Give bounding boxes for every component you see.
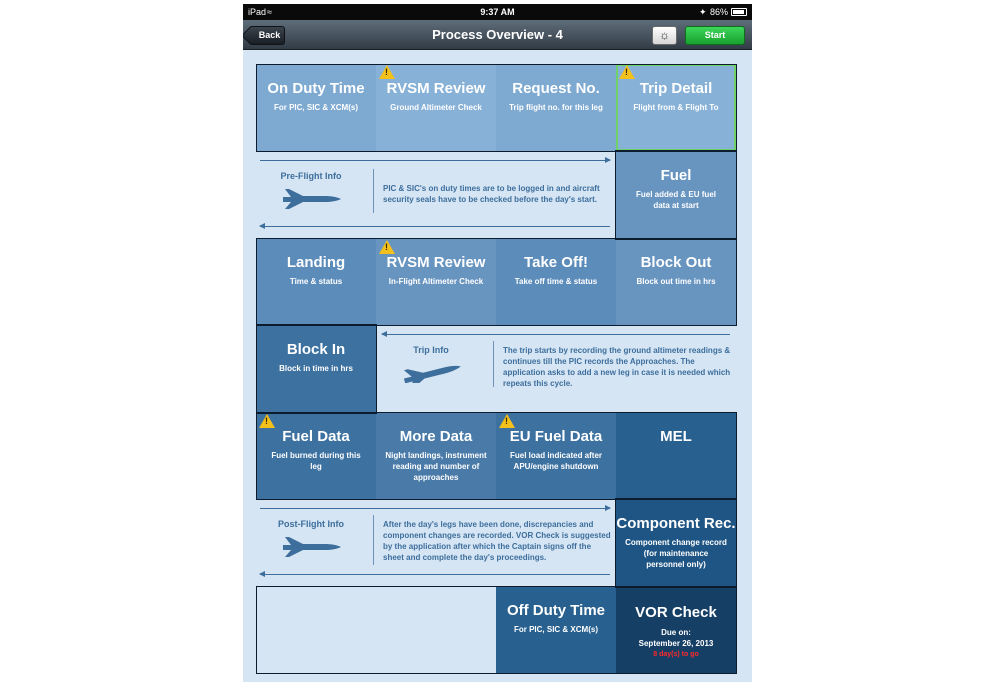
card-subtitle: Take off time & status <box>514 277 598 286</box>
band-heading: Trip Info <box>413 345 449 355</box>
card-subtitle: Component change record (for maintenance personnel only) <box>625 538 727 569</box>
card-subtitle: Trip flight no. for this leg <box>509 103 603 112</box>
card-subtitle: Block in time in hrs <box>279 364 353 373</box>
airplane-icon <box>401 359 467 383</box>
component-rec-card[interactable] <box>616 499 736 586</box>
card-subtitle: For PIC, SIC & XCM(s) <box>513 625 598 634</box>
card-title: On Duty Time <box>267 80 365 97</box>
card-subtitle: Time & status <box>289 277 343 286</box>
brightness-button[interactable] <box>652 26 677 45</box>
warning-icon <box>379 65 395 79</box>
more-data-card[interactable] <box>376 412 496 499</box>
off-duty-time-card[interactable] <box>496 586 616 673</box>
card-subtitle: Flight from & Flight To <box>633 103 719 112</box>
process-overview <box>243 51 752 682</box>
battery-percent: 86% <box>710 7 729 17</box>
card-title: Take Off! <box>524 254 588 271</box>
navigation-bar <box>243 20 752 50</box>
arrow-left-icon <box>260 574 610 575</box>
airplane-icon <box>281 185 347 209</box>
card-title: Fuel <box>660 167 692 184</box>
device-label: iPad <box>248 7 267 17</box>
band-text: After the day's legs have been done, discrepancies and component changes are recorded. VOR Check is suggested by the application after which the Captain signs off the sheet and complete the day's proceedings. <box>383 520 611 562</box>
vor-check-card[interactable] <box>616 586 736 673</box>
card-subtitle: For PIC, SIC & XCM(s) <box>273 103 358 112</box>
card-subtitle: Fuel load indicated after APU/engine shutdown <box>510 451 603 471</box>
due-label: Due on: <box>661 628 691 637</box>
arrow-right-icon <box>260 160 610 161</box>
bluetooth-icon: ✦ <box>699 7 707 17</box>
arrow-right-icon <box>260 508 610 509</box>
band-text: The trip starts by recording the ground altimeter readings & continues till the PIC records the Approaches. The application asks to add a new leg in case it is needed which repeats this cycle. <box>503 346 731 388</box>
arrow-left-icon <box>260 226 610 227</box>
block-out-card[interactable] <box>616 238 736 325</box>
warning-icon <box>379 240 395 254</box>
card-title: More Data <box>399 428 473 445</box>
warning-icon <box>259 414 275 428</box>
card-subtitle: Block out time in hrs <box>636 277 716 286</box>
card-title: Fuel Data <box>282 428 350 445</box>
card-subtitle: Fuel burned during this leg <box>271 451 361 471</box>
back-button-label: Back <box>258 30 281 40</box>
block-in-card[interactable] <box>256 325 376 412</box>
warning-icon <box>499 414 515 428</box>
battery-icon <box>731 8 747 16</box>
fuel-card[interactable] <box>616 151 736 238</box>
card-title: VOR Check <box>635 604 717 621</box>
status-time: 9:37 AM <box>480 7 515 17</box>
airplane-icon <box>281 533 347 557</box>
landing-card[interactable] <box>256 238 376 325</box>
band-text: PIC & SIC's on duty times are to be logged in and aircraft security seals have to be checked before the day's start. <box>383 184 600 204</box>
ipad-screen <box>243 4 752 682</box>
card-subtitle: Night landings, instrument reading and number of approaches <box>385 451 487 482</box>
divider <box>373 169 374 213</box>
request-no-card[interactable] <box>496 64 616 151</box>
card-title: Off Duty Time <box>506 602 606 619</box>
card-title: Request No. <box>512 80 600 97</box>
take-off-card[interactable] <box>496 238 616 325</box>
divider <box>373 515 374 565</box>
card-title: RVSM Review <box>386 254 486 271</box>
band-heading: Post-Flight Info <box>278 519 344 529</box>
pre-flight-info-band <box>256 151 616 238</box>
card-title: Component Rec. <box>616 515 736 532</box>
page-title: Process Overview - 4 <box>432 27 563 42</box>
mel-card[interactable] <box>616 412 736 499</box>
card-title: Trip Detail <box>639 80 713 97</box>
brightness-icon: ☼ <box>659 28 670 42</box>
post-flight-info-band <box>256 499 616 586</box>
start-button[interactable]: Start <box>685 26 745 45</box>
warning-icon <box>619 65 635 79</box>
trip-info-band <box>376 325 736 412</box>
arrow-left-icon <box>382 334 730 335</box>
card-title: Block Out <box>640 254 712 271</box>
card-title: RVSM Review <box>386 80 486 97</box>
card-title: Block In <box>286 341 346 358</box>
band-heading: Pre-Flight Info <box>280 171 342 181</box>
due-date: September 26, 2013 <box>638 639 714 648</box>
wifi-icon: ≈ <box>267 7 272 17</box>
divider <box>493 341 494 387</box>
days-remaining: 8 day(s) to go <box>653 651 699 658</box>
card-title: Landing <box>286 254 346 271</box>
card-title: EU Fuel Data <box>509 428 603 445</box>
card-subtitle: Ground Altimeter Check <box>390 103 482 112</box>
card-title: MEL <box>660 428 692 445</box>
card-subtitle: Fuel added & EU fuel data at start <box>635 190 716 210</box>
status-bar <box>243 4 752 20</box>
on-duty-time-card[interactable] <box>256 64 376 151</box>
card-subtitle: In-Flight Altimeter Check <box>388 277 484 286</box>
